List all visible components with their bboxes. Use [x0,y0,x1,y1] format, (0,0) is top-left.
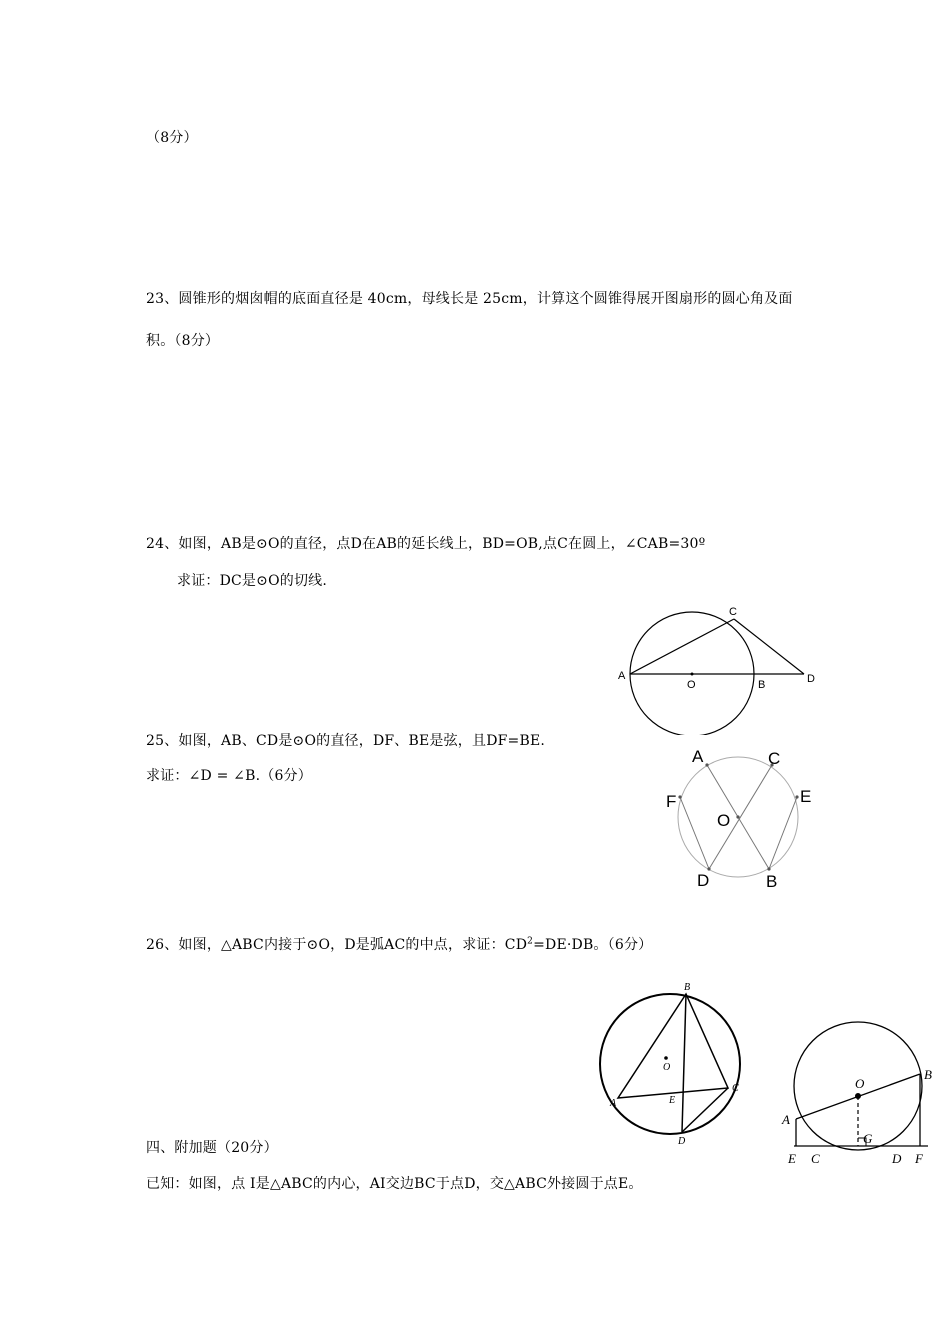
extra-question: 已知：如图，点 I是△ABC的内心，AI交边BC于点D，交△ABC外接圆于点E。 [146,1176,643,1192]
fig26-center-dot [664,1056,668,1060]
score-q22: （8分） [146,130,198,146]
fig24-line-AC [630,619,734,674]
question-26-text: 26、如图，△ABC内接于⊙O，D是弧AC的中点，求证：CD [146,937,528,953]
question-24-line2: 求证：DC是⊙O的切线. [177,573,327,589]
question-24-line1: 24、如图，AB是⊙O的直径，点D在AB的延长线上，BD=OB,点C在圆上，∠CAB=30º [146,536,706,552]
question-26-superscript: 2 [527,936,534,947]
fig25-label-D: D [697,871,710,890]
question-25-line1: 25、如图，AB、CD是⊙O的直径，DF、BE是弦，且DF=BE. [146,733,546,749]
section-4-heading: 四、附加题（20分） [146,1140,278,1156]
fig27-label-D: D [892,1151,902,1166]
figure-27 [778,1010,938,1170]
fig27-label-A: A [782,1112,790,1127]
question-25-line2: 求证：∠D = ∠B.（6分） [146,768,312,784]
question-26 [146,934,652,954]
fig25-label-A: A [692,747,704,766]
fig27-center-dot [855,1093,861,1099]
fig25-label-O: O [717,811,731,830]
fig26-line-BD [682,994,686,1132]
fig25-label-B: B [766,872,778,891]
figure-24 [612,600,822,735]
fig27-label-B: B [924,1067,932,1082]
fig27-label-C: C [811,1151,820,1166]
fig26-label-D: D [678,1136,686,1147]
fig27-label-O: O [855,1076,865,1091]
fig26-label-E: E [669,1095,676,1106]
fig26-label-O: O [663,1062,671,1073]
fig26-label-B: B [684,982,691,993]
fig24-label-A: A [618,670,626,682]
fig24-label-C: C [729,606,737,618]
fig24-center-dot [691,673,694,676]
fig26-label-A: A [610,1098,617,1109]
fig24-line-CD [734,619,804,674]
fig27-label-F: F [915,1151,923,1166]
fig25-line-EB [769,797,797,869]
figure-25 [660,745,835,895]
fig26-triangle-ABC [618,994,728,1098]
fig26-label-C: C [732,1083,739,1094]
fig27-label-E: E [788,1151,796,1166]
question-26-text-end: =DE·DB。（6分） [533,937,653,953]
question-23-line1: 23、圆锥形的烟囱帽的底面直径是 40cm，母线长是 25cm，计算这个圆锥得展开图扇形的圆心角及面 [146,291,793,307]
fig24-label-B: B [758,679,766,691]
question-23-line2: 积。（8分） [146,333,220,349]
fig25-label-F: F [666,792,677,811]
fig25-label-E: E [800,787,812,806]
figure-26 [598,978,758,1148]
fig27-label-G: G [863,1131,873,1146]
fig25-label-C: C [768,749,781,768]
fig24-label-O: O [687,679,696,691]
fig24-label-D: D [807,673,815,685]
